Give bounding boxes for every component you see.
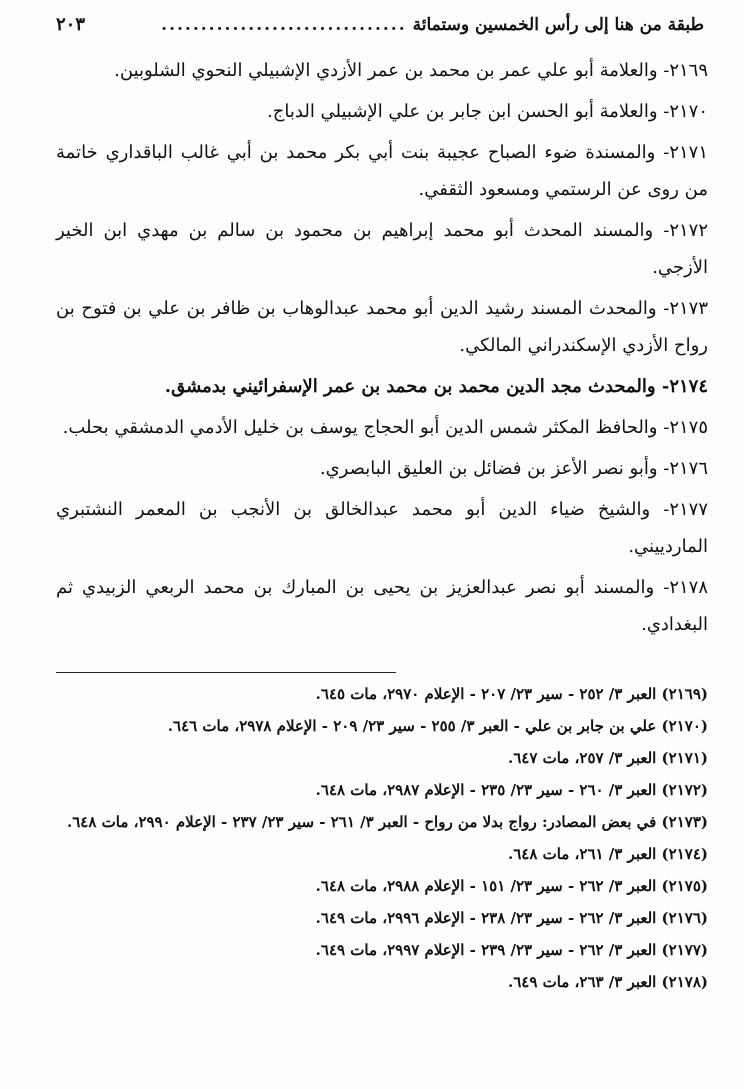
footnote: (٢١٧٧) العبر ٣/ ٢٦٢ - سير ٢٣/ ٢٣٩ - الإعلام ٢٩٩٧، مات ٦٤٩. [315, 941, 708, 959]
entry [56, 212, 708, 286]
entry-dash: - [657, 458, 670, 479]
entry-text: والمحدث مجد الدين محمد بن محمد بن عمر الإسفرائيني بدمشق. [164, 376, 656, 397]
running-title: طبقة من هنا إلى رأس الخمسين وستمائة [412, 15, 704, 35]
footnote: (٢١٧٤) العبر ٣/ ٢٦١، مات ٦٤٨. [507, 845, 708, 863]
entry [56, 52, 708, 89]
footnotes [56, 680, 708, 1000]
entry [56, 569, 708, 643]
entry-number: ٢١٧٣ [669, 298, 708, 319]
footnote: (٢١٦٩) العبر ٣/ ٢٥٢ - سير ٢٣/ ٢٠٧ - الإعلام ٢٩٧٠، مات ٦٤٥. [315, 685, 708, 703]
footnote: (٢١٧٠) علي بن جابر بن علي - العبر ٣/ ٢٥٥ - سير ٢٣/ ٢٠٩ - الإعلام ٢٩٧٨، مات ٦٤٦. [167, 717, 708, 735]
footnote: (٢١٧٥) العبر ٣/ ٢٦٢ - سير ٢٣/ ١٥١ - الإعلام ٢٩٨٨، مات ٦٤٨. [315, 877, 708, 895]
footnote-separator [56, 672, 396, 673]
entry-text: والمسند المحدث أبو محمد إبراهيم بن محمود بن سالم بن مهدي ابن الخير الأزجي. [56, 220, 708, 278]
entry-dash: - [655, 142, 670, 163]
entry [56, 93, 708, 130]
biography-entries [56, 52, 708, 647]
footnote: (٢١٧٨) العبر ٣/ ٢٦٣، مات ٦٤٩. [507, 973, 708, 991]
footnote: (٢١٧٦) العبر ٣/ ٢٦٢ - سير ٢٣/ ٢٣٨ - الإعلام ٢٩٩٦، مات ٦٤٩. [315, 909, 708, 927]
entry [56, 409, 708, 446]
footnote: (٢١٧١) العبر ٣/ ٢٥٧، مات ٦٤٧. [507, 749, 708, 767]
entry-text: والعلامة أبو علي عمر بن محمد بن عمر الأزدي الإشبيلي النحوي الشلوبين. [114, 60, 658, 81]
entry-text: والحافظ المكثر شمس الدين أبو الحجاج يوسف بن خليل الأدمي الدمشقي بحلب. [62, 417, 658, 438]
footnote: (٢١٧٣) في بعض المصادر: رواج بدلا من رواح - العبر ٣/ ٢٦١ - سير ٢٣/ ٢٣٧ - الإعلام ٢٩٩٠، مات ٦٤٨. [67, 813, 708, 831]
entry-text: والمسند أبو نصر عبدالعزيز بن يحيى بن المبارك بن محمد الربعي الزبيدي ثم البغدادي. [56, 577, 708, 635]
entry-number: ٢١٧١ [669, 142, 708, 163]
entry-number: ٢١٧٥ [669, 417, 708, 438]
entry [56, 368, 708, 405]
entry-number: ٢١٧٤ [669, 376, 708, 397]
entry-number: ٢١٧٧ [669, 499, 708, 520]
entry-number: ٢١٧٢ [669, 220, 708, 241]
entry [56, 290, 708, 364]
entry-dash: - [657, 101, 670, 122]
entry-text: والشيخ ضياء الدين أبو محمد عبدالخالق بن الأنجب بن المعمر النشتبري الماردييني. [56, 499, 708, 557]
entry-number: ٢١٦٩ [669, 60, 708, 81]
entry-dash: - [650, 499, 670, 520]
entry-dash: - [656, 298, 670, 319]
entry-text: وأبو نصر الأعز بن فضائل بن العليق البابصري. [319, 458, 658, 479]
entry-text: والمحدث المسند رشيد الدين أبو محمد عبدالوهاب بن ظافر بن علي بن فتوح بن رواح الأزدي الإسكندراني المالكي. [56, 298, 708, 356]
entry-dash: - [657, 60, 670, 81]
page-number: ٢٠٣ [56, 14, 86, 35]
entry-dash: - [653, 220, 670, 241]
running-header [56, 14, 704, 44]
entry-dash: - [657, 417, 670, 438]
entry-number: ٢١٧٠ [669, 101, 708, 122]
entry-text: والمسندة ضوء الصباح عجيبة بنت أبي بكر محمد بن أبي غالب الباقداري خاتمة من روى عن الرستمي ومسعود الثقفي. [56, 142, 708, 200]
entry-number: ٢١٧٨ [669, 577, 708, 598]
entry [56, 450, 708, 487]
entry-text: والعلامة أبو الحسن ابن جابر بن علي الإشبيلي الدباج. [267, 101, 658, 122]
header-dot-leader: ............................... [161, 15, 407, 35]
footnote: (٢١٧٢) العبر ٣/ ٢٦٠ - سير ٢٣/ ٢٣٥ - الإعلام ٢٩٨٧، مات ٦٤٨. [315, 781, 708, 799]
entry-dash: - [655, 376, 670, 397]
entry [56, 134, 708, 208]
entry [56, 491, 708, 565]
entry-number: ٢١٧٦ [669, 458, 708, 479]
entry-dash: - [654, 577, 670, 598]
